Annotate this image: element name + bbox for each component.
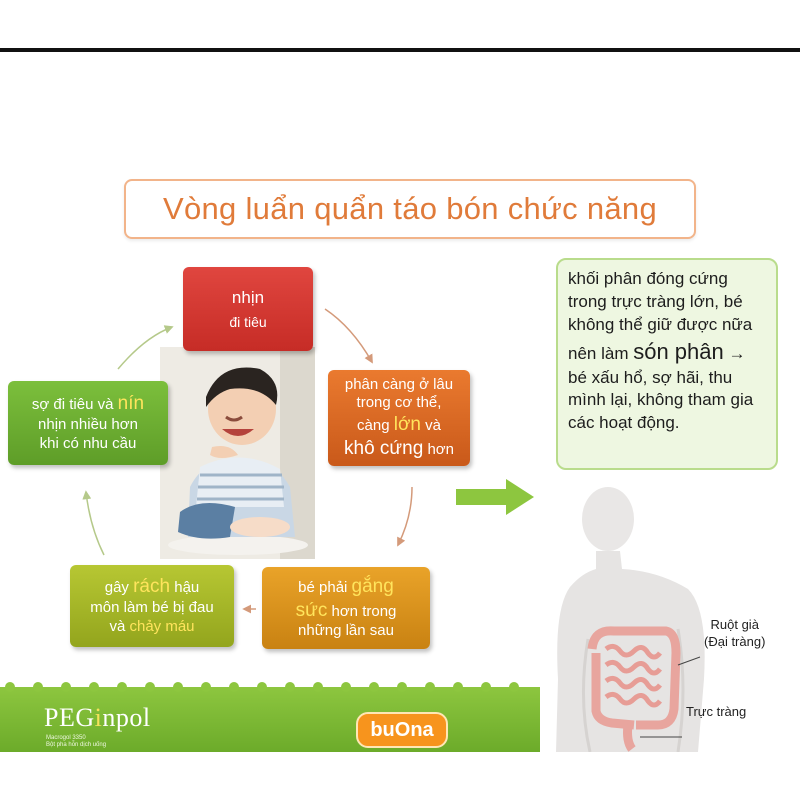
cycle-step-holding: [183, 267, 313, 351]
logo-text: npol: [102, 703, 151, 732]
info-highlight: són phân: [633, 338, 724, 364]
step-text: trong cơ thể,: [356, 394, 442, 412]
step-text: càng: [357, 417, 390, 434]
info-text: khối phân đóng cứng trong trực tràng lớn, bé không thể giữ được nữa nên làm: [568, 269, 753, 363]
step-highlight: chảy máu: [129, 617, 195, 635]
top-divider: [0, 48, 800, 52]
step-text: và: [425, 417, 441, 434]
step-text: khô cứng: [344, 437, 424, 459]
logo-text: buOna: [370, 718, 434, 741]
step-highlight: nín: [117, 393, 145, 415]
step-text: sợ đi tiêu và: [31, 396, 114, 414]
info-text: → bé xấu hổ, sợ hãi, thu mình lại, không tham gia các hoạt động.: [568, 343, 754, 433]
child-photo: [160, 347, 315, 559]
pegi-logo: [44, 703, 151, 733]
step-highlight: lớn: [393, 414, 421, 435]
step-text: những lần sau: [298, 622, 394, 640]
info-box: [556, 258, 778, 470]
buona-logo: [356, 712, 448, 748]
step-highlight: gắng: [351, 575, 394, 597]
step-text: nhịn: [231, 287, 265, 307]
pegi-subtitle: [46, 735, 106, 749]
label-large-intestine: [704, 617, 765, 651]
infographic-slide: [0, 147, 800, 752]
arrow-right-icon: [456, 477, 536, 517]
logo-subtext: Macrogol 3350: [46, 735, 86, 741]
page-title: Vòng luẩn quẩn táo bón chức năng: [162, 191, 658, 226]
step-text: hơn trong: [331, 602, 397, 620]
body-anatomy-illustration: [548, 479, 800, 752]
step-text: và: [109, 617, 126, 635]
step-text: đi tiêu: [229, 313, 267, 330]
step-text: khi có nhu cầu: [39, 434, 137, 452]
cycle-step-fissure: [70, 565, 234, 647]
label-text: (Đại tràng): [704, 633, 766, 649]
cycle-step-straining: [262, 567, 430, 649]
logo-subtext: Bột pha hỗn dịch uống: [46, 742, 107, 749]
logo-text: i: [94, 703, 103, 732]
logo-text: PEG: [44, 703, 95, 732]
step-text: nhịn nhiều hơn: [38, 416, 138, 434]
step-text: bé phải: [298, 578, 348, 596]
decorative-dots: [0, 677, 540, 697]
step-text: hơn: [427, 440, 454, 458]
step-highlight: rách: [133, 576, 171, 598]
title-box: [124, 179, 696, 239]
label-text: Ruột già: [710, 617, 759, 632]
cycle-step-fear: [8, 381, 168, 465]
step-text: hậu: [174, 579, 200, 597]
label-rectum: Trực tràng: [686, 704, 747, 719]
step-text: phân càng ở lâu: [344, 375, 454, 393]
cycle-step-hard-stool: [328, 370, 470, 466]
step-highlight: sức: [295, 599, 328, 621]
step-text: môn làm bé bị đau: [90, 599, 214, 617]
step-text: gây: [104, 579, 129, 597]
